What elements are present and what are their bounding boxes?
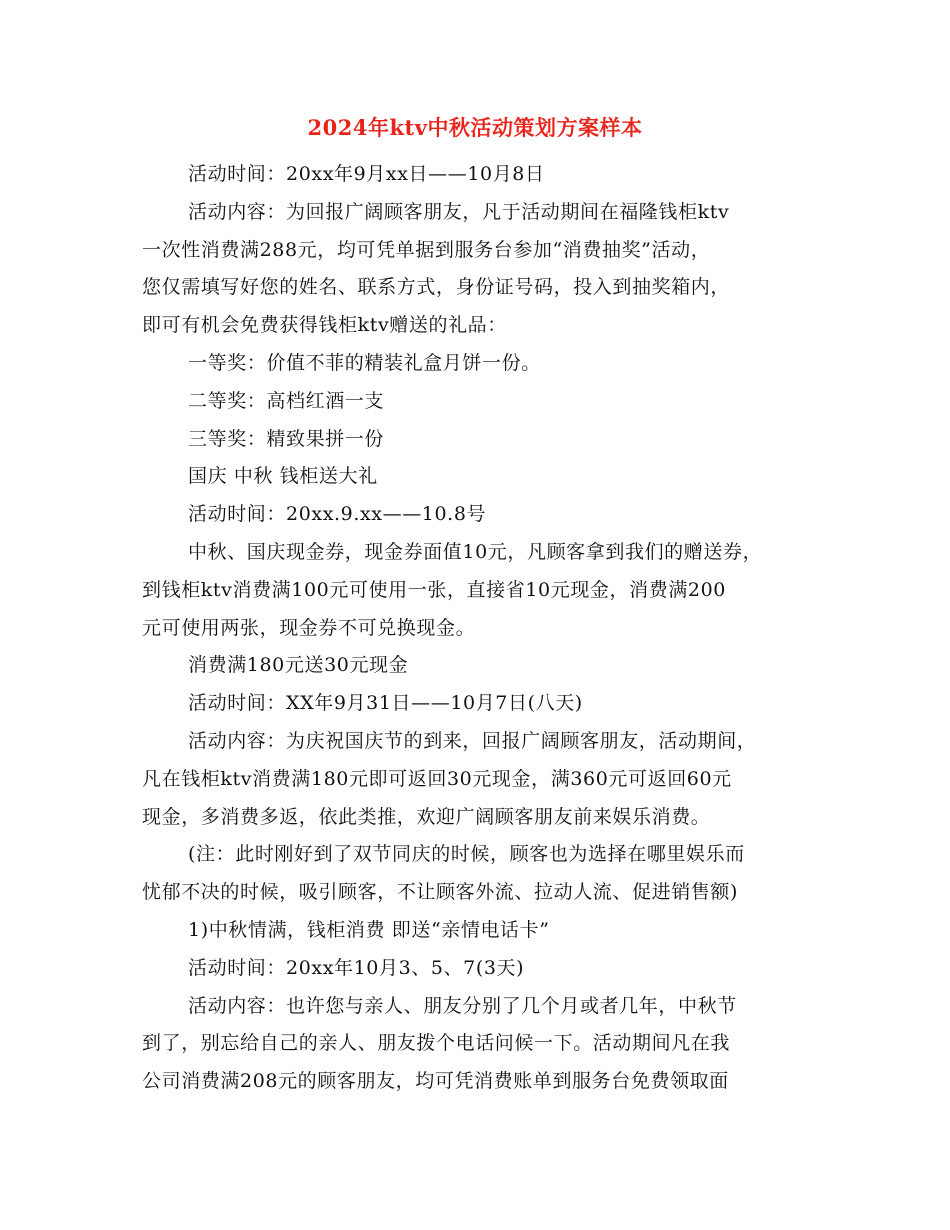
text-line: 活动内容：为庆祝国庆节的到来，回报广阔顾客朋友，活动期间， [188, 729, 757, 752]
text-line: 公司消费满208元的顾客朋友，均可凭消费账单到服务台免费领取面 [142, 1070, 729, 1093]
text-line: 国庆 中秋 钱柜送大礼 [188, 465, 378, 488]
text-line: 您仅需填写好您的姓名、联系方式，身份证号码，投入到抽奖箱内， [142, 276, 731, 299]
text-line: 活动时间：20xx年9月xx日——10月8日 [188, 163, 545, 185]
text-line: 即可有机会免费获得钱柜ktv赠送的礼品： [142, 314, 507, 337]
text-line: 元可使用两张，现金券不可兑换现金。 [142, 616, 476, 639]
text-line: 凡在钱柜ktv消费满180元即可返回30元现金，满360元可返回60元 [142, 767, 732, 790]
text-line: 活动时间：XX年9月31日——10月7日(八天) [188, 692, 583, 715]
text-line: 到了，别忘给自己的亲人、朋友拨个电话问候一下。活动期间凡在我 [142, 1032, 731, 1055]
text-line: 二等奖：高档红酒一支 [188, 389, 385, 412]
text-line: 一次性消费满288元，均可凭单据到服务台参加“消费抽奖”活动， [142, 238, 711, 261]
text-line: 三等奖：精致果拼一份 [188, 427, 385, 450]
text-line: 1)中秋情满，钱柜消费 即送“亲情电话卡” [188, 918, 550, 941]
text-line: 活动内容：为回报广阔顾客朋友，凡于活动期间在福隆钱柜ktv [188, 200, 730, 223]
text-line: 活动内容：也许您与亲人、朋友分别了几个月或者几年，中秋节 [188, 994, 737, 1017]
text-line: 忧郁不决的时候，吸引顾客，不让顾客外流、拉动人流、促进销售额) [142, 881, 739, 904]
text-line: (注：此时刚好到了双节同庆的时候，顾客也为选择在哪里娱乐而 [188, 843, 745, 866]
document-title: 2024年ktv中秋活动策划方案样本 [307, 115, 643, 140]
text-line: 一等奖：价值不菲的精装礼盒月饼一份。 [188, 351, 541, 374]
document-body [142, 160, 822, 1105]
text-line: 消费满180元送30元现金 [188, 654, 409, 677]
text-line: 中秋、国庆现金券，现金券面值10元，凡顾客拿到我们的赠送券， [188, 540, 763, 563]
text-line: 现金，多消费多返，依此类推，欢迎广阔顾客朋友前来娱乐消费。 [142, 805, 711, 828]
text-line: 活动时间：20xx年10月3、5、7(3天) [188, 956, 525, 979]
text-line: 到钱柜ktv消费满100元可使用一张，直接省10元现金，消费满200 [142, 578, 726, 601]
text-line: 活动时间：20xx.9.xx——10.8号 [188, 503, 487, 526]
